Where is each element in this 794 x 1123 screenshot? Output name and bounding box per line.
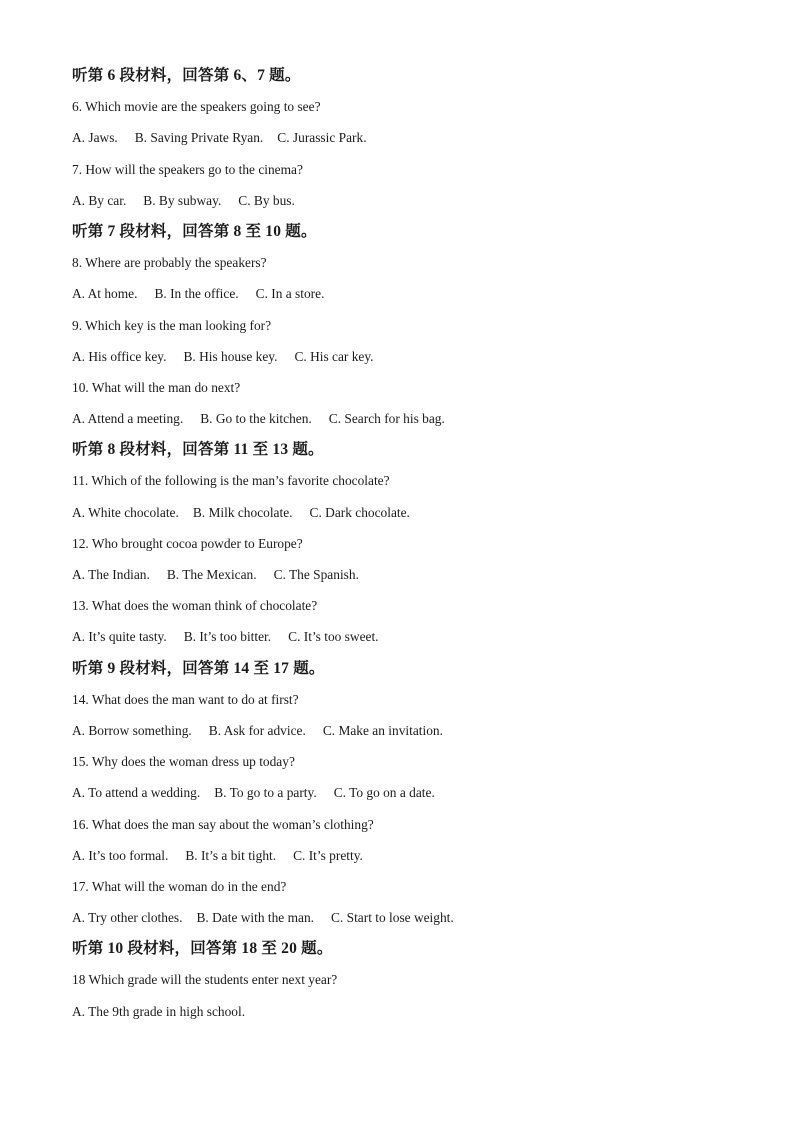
option-a: A. The 9th grade in high school.: [72, 1003, 246, 1019]
option-a: A. To attend a wedding.: [72, 785, 201, 801]
question-text: 11. Which of the following is the man’s favorite chocolate?: [72, 473, 390, 489]
option-b: B. Go to the kitchen.: [200, 411, 312, 427]
options-row: [72, 905, 752, 936]
section-heading: 听第 6 段材料，回答第 6、7 题。: [72, 67, 301, 84]
option-c: C. It’s too sweet.: [288, 629, 379, 645]
option-b: B. The Mexican.: [166, 567, 257, 582]
option-a: A. Try other clothes.: [72, 910, 183, 926]
options-row: [72, 188, 752, 219]
section-heading: 听第 9 段材料，回答第 14 至 17 题。: [72, 659, 325, 677]
option-c: C. By bus.: [238, 192, 295, 208]
option-c: C. To go on a date.: [333, 785, 435, 801]
option-c: C. Jurassic Park.: [277, 130, 367, 146]
question-text: 7. How will the speakers go to the cinema?: [72, 161, 303, 177]
question-text: 17. What will the woman do in the end?: [72, 878, 287, 894]
options-row: [72, 500, 752, 531]
option-b: B. His house key.: [183, 348, 278, 364]
section-heading: 听第 10 段材料，回答第 18 至 20 题。: [72, 940, 333, 958]
question-text: 12. Who brought cocoa powder to Europe?: [72, 535, 303, 551]
option-c: C. The Spanish.: [273, 567, 359, 582]
option-c: C. In a store.: [255, 286, 325, 302]
option-c: C. Start to lose weight.: [331, 910, 454, 926]
options-row: [72, 344, 752, 375]
option-b: B. It’s a bit tight.: [185, 847, 277, 863]
option-b: B. By subway.: [143, 192, 222, 208]
option-b: B. It’s too bitter.: [183, 629, 272, 645]
option-a: A. Borrow something.: [72, 722, 192, 738]
option-a: A. It’s quite tasty.: [72, 629, 167, 645]
options-row: [72, 125, 752, 156]
option-b: B. Saving Private Ryan.: [134, 130, 264, 146]
options-row: [72, 780, 752, 811]
option-a: A. At home.: [72, 286, 138, 302]
option-a: A. His office key.: [72, 348, 167, 364]
question-text: 8. Where are probably the speakers?: [72, 255, 267, 271]
options-row: [72, 718, 752, 749]
question-text: 6. Which movie are the speakers going to see?: [72, 99, 321, 115]
option-b: B. Milk chocolate.: [192, 504, 293, 520]
option-c: C. Dark chocolate.: [309, 504, 410, 520]
options-row: [72, 999, 752, 1030]
option-b: B. Date with the man.: [196, 910, 314, 926]
options-row: [72, 843, 752, 874]
exam-page: [72, 63, 752, 1030]
question-text: 15. Why does the woman dress up today?: [72, 754, 295, 770]
options-row: [72, 406, 752, 437]
option-a: A. Jaws.: [72, 130, 118, 146]
option-a: A. The Indian.: [72, 567, 150, 582]
option-a: A. White chocolate.: [72, 504, 179, 520]
question-text: 9. Which key is the man looking for?: [72, 317, 272, 333]
option-a: A. It’s too formal.: [72, 847, 169, 863]
option-b: B. Ask for advice.: [208, 722, 306, 738]
question-text: 10. What will the man do next?: [72, 379, 241, 395]
question-text: 13. What does the woman think of chocolate?: [72, 598, 318, 614]
option-b: B. In the office.: [154, 286, 239, 302]
option-c: C. Search for his bag.: [328, 411, 445, 427]
option-c: C. His car key.: [294, 348, 374, 364]
option-c: C. Make an invitation.: [322, 722, 443, 738]
section-heading: 听第 8 段材料，回答第 11 至 13 题。: [72, 441, 324, 459]
option-b: B. To go to a party.: [214, 785, 317, 801]
options-row: [72, 624, 752, 655]
question-text: 18 Which grade will the students enter next year?: [72, 972, 338, 988]
option-c: C. It’s pretty.: [293, 847, 363, 863]
options-row: [72, 281, 752, 312]
option-a: A. Attend a meeting.: [72, 411, 184, 427]
question-text: 16. What does the man say about the woman’s clothing?: [72, 816, 374, 832]
option-a: A. By car.: [72, 192, 127, 208]
section-heading: 听第 7 段材料，回答第 8 至 10 题。: [72, 222, 317, 240]
question-text: 14. What does the man want to do at first?: [72, 691, 299, 707]
options-row: [72, 562, 752, 593]
